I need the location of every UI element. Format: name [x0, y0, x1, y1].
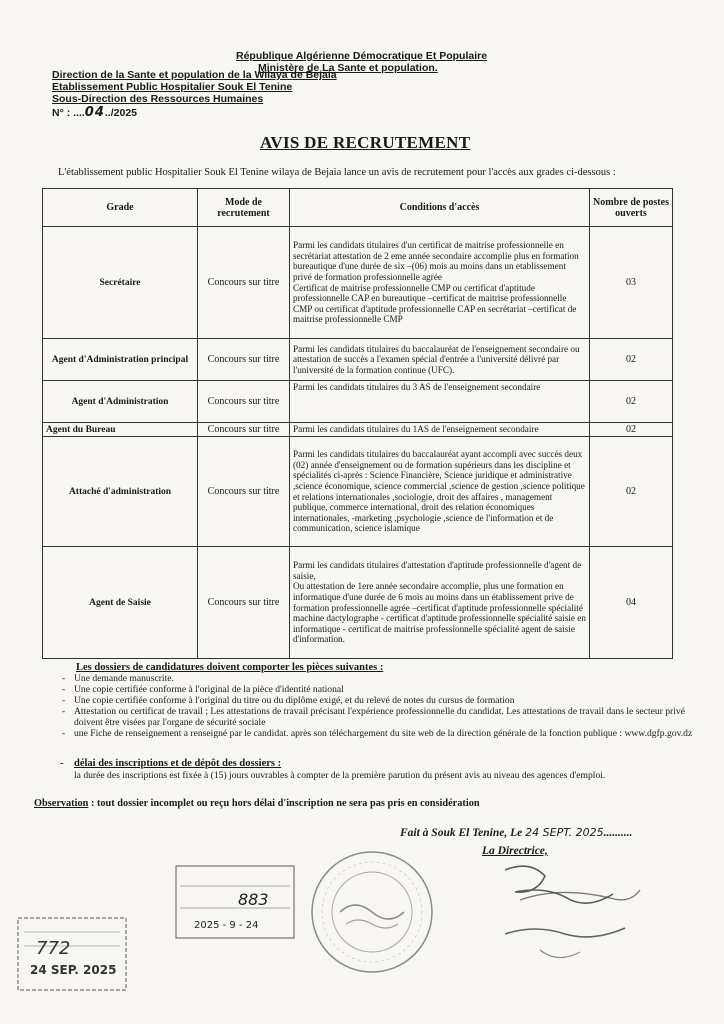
conditions-text: Parmi les candidats titulaires d'attestation d'aptitude professionnelle d'agent de saisie, Ou attestation de 1ere année secondaire accomplie, plus une formation en informatique d'une durée de 6 mois au moins dans un établissement prive de formation professionnelle agrée –certificat d'aptitude professionnelle spécialité machine dactylographe - certificat d'aptitude professionnelle spécialité saisie en informatique - certificat de maitrise professionnelle spécialité agent de saisie d'information.	[293, 560, 586, 645]
agency-stamp-date: 24 SEP. 2025	[30, 963, 117, 977]
list-item: - Une demande manuscrite.	[58, 673, 708, 684]
grade-cell: Agent de Saisie	[43, 547, 198, 659]
delai-title: - délai des inscriptions et de dépôt des dossiers :	[74, 758, 281, 769]
observation-text: : tout dossier incomplet ou reçu hors délai d'inscription ne sera pas pris en considération	[90, 798, 480, 809]
date-dots: ..........	[603, 827, 633, 839]
mode-cell: Concours sur titre	[198, 339, 290, 381]
header-postes: Nombre de postes ouverts	[590, 189, 673, 227]
ref-prefix: N° :	[52, 107, 71, 119]
place-label: Fait à Souk El Tenine, Le	[400, 827, 523, 839]
signature-place	[400, 826, 632, 839]
conditions-cell	[290, 227, 590, 339]
table-row	[43, 423, 673, 437]
header-grade: Grade	[43, 189, 198, 227]
header-mode: Mode de recrutement	[198, 189, 290, 227]
ref-year: /2025	[110, 107, 138, 119]
received-stamp	[176, 866, 294, 938]
postes-cell: 04	[590, 547, 673, 659]
table-row	[43, 437, 673, 547]
table-row	[43, 547, 673, 659]
postes-cell: 02	[590, 339, 673, 381]
signature-date: 24 SEPT. 2025	[525, 826, 604, 839]
mode-cell: Concours sur titre	[198, 227, 290, 339]
table-row	[43, 227, 673, 339]
agency-stamp-number: 772	[36, 938, 71, 959]
conditions-cell: Parmi les candidats titulaires du 1AS de l'enseignement secondaire	[290, 423, 590, 437]
postes-cell: 02	[590, 423, 673, 437]
mode-cell: Concours sur titre	[198, 437, 290, 547]
mode-cell: Concours sur titre	[198, 423, 290, 437]
received-stamp-number: 883	[238, 890, 269, 909]
director-signature	[505, 866, 640, 957]
direction-line: Direction de la Sante et population de la Wilaya de Bejaia	[52, 69, 337, 81]
dossiers-list	[58, 673, 708, 739]
agency-stamp	[18, 918, 126, 990]
ministry-header: Ministère de La Sante et population.	[258, 62, 438, 74]
observation-label: Observation	[34, 798, 89, 809]
table-row	[43, 381, 673, 423]
republic-header: République Algérienne Démocratique Et Populaire	[236, 50, 488, 62]
delai-text: la durée des inscriptions est fixée à (15) jours ouvrables à compter de la première parution du présent avis au niveau des agences d'emploi.	[74, 770, 606, 781]
conditions-cell: Parmi les candidats titulaires du baccalauréat ayant accompli avec succès deux (02) année d'enseignement ou de formation supérieurs dans les discipline et spécialités ci-après : Science Financière, Science juridique et administrative ,science économique, science commercial ,science de gestion ,science politique et relations internationales ,sociologie, droit des affaires , management publique, commerce international, droit des relation économiques internationales, -marketing ,psychologie ,science de l'information et de communication, science islamique	[290, 437, 590, 547]
conditions-cell	[290, 547, 590, 659]
list-item: - Une copie certifiée conforme à l'original de la pièce d'identité national	[58, 684, 708, 695]
reference-number: N° : ....04../2025	[52, 105, 138, 120]
signature-role: La Directrice,	[482, 845, 548, 857]
document-title: AVIS DE RECRUTEMENT	[260, 133, 471, 152]
subdirection-line: Sous-Direction des Ressources Humaines	[52, 93, 264, 105]
conditions-text: Parmi les candidats titulaires d'un certificat de maitrise professionnelle en secrétariat attestation de 2 eme année secondaire accomplie plus en formation bureautique d'une durée de six –(06) mois au moins dans un etablissement privé de formation professionnelle agrée Certificat de maitrise professionnelle CMP ou certificat d'aptitude professionnelle CAP en bureautique –certificat de maitrise professionnelle CMP ou certificat d'aptitude professionnelle CAP en secrétariat –certificat de maitrise professionnelle CMP	[293, 240, 579, 325]
establishment-line: Etablissement Public Hospitalier Souk El Tenine	[52, 81, 293, 93]
mode-cell: Concours sur titre	[198, 547, 290, 659]
official-seal	[312, 852, 432, 972]
postes-cell: 02	[590, 437, 673, 547]
grade-cell: Agent d'Administration	[43, 381, 198, 423]
dossiers-title: Les dossiers de candidatures doivent comporter les pièces suivantes :	[76, 662, 384, 673]
grade-cell: Attaché d'administration	[43, 437, 198, 547]
list-item: - Attestation ou certificat de travail ; Les attestations de travail précisant l'expérience professionnelle du candidat. Les attestations de travail dans le secteur privé doivent être visées par l'organe de sécurité sociale	[58, 706, 708, 728]
postes-cell: 03	[590, 227, 673, 339]
header-conditions: Conditions d'accès	[290, 189, 590, 227]
grade-cell: Agent d'Administration principal	[43, 339, 198, 381]
grade-cell: Secrétaire	[43, 227, 198, 339]
table-row	[43, 339, 673, 381]
conditions-cell: Parmi les candidats titulaires du baccalauréat de l'enseignement secondaire ou attestation de succès a l'examen spécial d'entrée a l'université délivré par l'université de la formation continue (UFC).	[290, 339, 590, 381]
list-item: - une Fiche de renseignement a renseigné par le candidat. après son téléchargement du site web de la direction générale de la fonction publique : www.dgfp.gov.dz	[58, 728, 708, 739]
grade-cell: Agent du Bureau	[43, 423, 198, 437]
stamps-area	[0, 850, 724, 1024]
postes-cell: 02	[590, 381, 673, 423]
intro-paragraph: L'établissement public Hospitalier Souk El Tenine wilaya de Bejaia lance un avis de recrutement pour l'accès aux grades ci-dessous :	[58, 167, 616, 178]
mode-cell: Concours sur titre	[198, 381, 290, 423]
received-stamp-date: 2025 - 9 - 24	[194, 920, 259, 931]
ref-handwritten-number: 04	[84, 105, 105, 120]
conditions-cell: Parmi les candidats titulaires du 3 AS de l'enseignement secondaire	[290, 381, 590, 423]
recruitment-table	[42, 188, 673, 659]
observation	[34, 798, 480, 809]
list-item: - Une copie certifiée conforme à l'original du titre ou du diplôme exigé, et du relevé de notes du cursus de formation	[58, 695, 708, 706]
